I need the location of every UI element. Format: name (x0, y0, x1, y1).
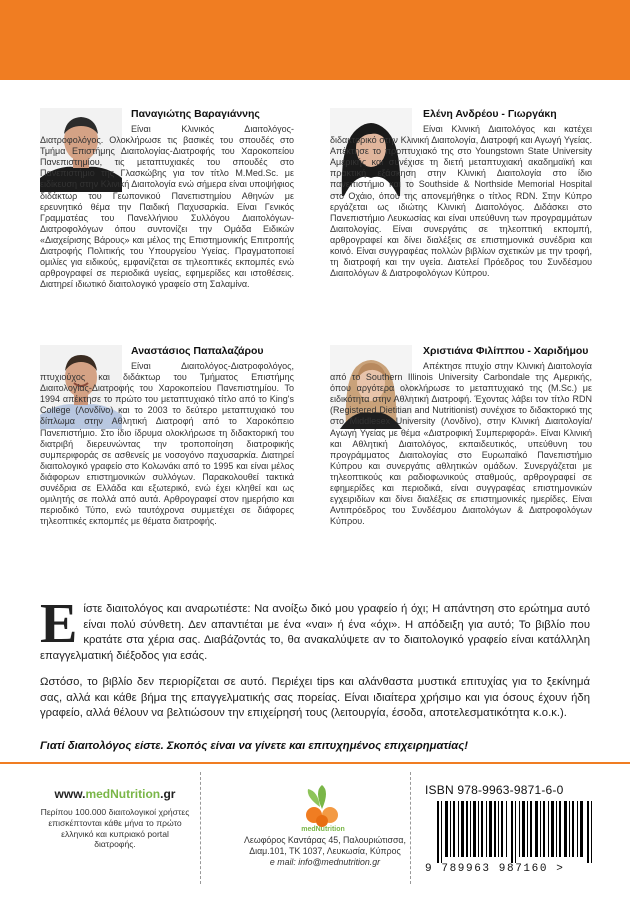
barcode-icon (437, 801, 597, 863)
footer-separator-left (200, 772, 201, 884)
publisher-address (205, 835, 445, 869)
author-bio: Είναι Κλινική Διαιτολόγος και κατέχει διδακτορικό στην Κλινική Διαιτολογία, Διατροφή και Αγωγή Υγείας. Απέκτησε το προπτυχιακό της στο Youngstown State University Αμερικής και συνέχισε τη διετή μεταπτυχιακή ακαδημαϊκή και πρακτική εξάσκηση στην Κλινική Διαιτολογία στο ίδιο πανεπιστήμιο και το Southside & Northside Memorial Hospital στο Οχάιο, όπου της απονεμήθηκε ο τίτλος RDN. Στην Κύπρο εργάζεται ως ιδιώτης Κλινική Διαιτολόγος. Διδάσκει στο Πανεπιστήμιο Λευκωσίας και είναι υπεύθυνη των προγραμμάτων Διαιτολογίας. Είναι συνεργάτις σε τηλεοπτική εκπομπή, αρθρογραφεί και δίνει διαλέξεις σε επιστημονικά συνέδρια και κοινό. Είναι συγγραφέας πολλών βιβλίων σχετικών με την τροφή, τη διατροφή και την υγεία. Διατελεί Πρόεδρος του Συνδέσμου Διαιτολόγων & Διατροφολόγων Κύπρου. (330, 124, 592, 279)
site-prefix: www. (54, 787, 86, 801)
drop-cap: Ε (40, 593, 78, 655)
address-line: Λεωφόρος Καντάρας 45, Παλουριώτισσα, (244, 835, 406, 845)
isbn-barcode-digits: 9 789963 987160 > (425, 863, 565, 875)
isbn-label: ISBN 978-9963-9871-6-0 (425, 783, 564, 797)
website-note: Περίπου 100.000 διαιτολογικοί χρήστες επισκέπτονται κάθε μήνα το πρώτο ελληνικό και κυπριακό portal διατροφής. (40, 807, 190, 850)
site-suffix: .gr (160, 787, 176, 801)
website-link[interactable] (40, 787, 190, 801)
intro-text-1: ίστε διαιτολόγος και αναρωτιέστε: Να ανοίξω δικό μου γραφείο ή όχι; Η απάντηση στο ερώτημα αυτό είναι πολύ σύνθετη. Δεν απαντιέται με ένα «ναι» ή ένα «όχι». Η απόδειξη για αυτό; Το βιβλίο που κρατάτε στα χέρια σας. Διαβάζοντάς το, θα ανακαλύψετε αν το διαιτολογικό γραφείο είναι κατάλληλη επαγγελματική διέξοδος για εσάς. (40, 603, 590, 662)
author-name: Χριστιάνα Φιλίππου - Χαριδήμου (423, 345, 589, 357)
intro-paragraph-2: Ωστόσο, το βιβλίο δεν περιορίζεται σε αυτό. Περιέχει tips και αλάνθαστα μυστικά επιτυχίας για το ξεκίνημά σας, αλλά και κάθε βήμα της επαγγελματικής σας πορείας. Είναι ιδιαίτερα χρήσιμο και για όσους έχουν ήδη γραφείο, αλλά θέλουν να βελτιώσουν την επιχείρησή τους (λειτουργία, έσοδα, αποτελεσματικότητα κ.ο.κ.). (40, 676, 590, 719)
site-brand: medNutrition (85, 787, 161, 801)
address-line: Διαμ.101, ΤΚ 1037, Λευκωσία, Κύπρος (249, 846, 401, 857)
author-bio: Είναι Διαιτολόγος-Διατροφολόγος, πτυχιούχος και διδάκτωρ του Τμήματος Επιστήμης Διαιτολογίας-Διατροφής του Χαροκοπείου Πανεπιστημίου. Το 1994 απέκτησε το πρώτο του μεταπτυχιακό τίτλο από το King's College (Λονδίνο) και το 2003 το δεύτερο μεταπτυχιακό του δίπλωμα στην Αθλητική Διατροφή από το Χαροκόπειο Πανεπιστήμιο. Στο ίδιο ίδρυμα ολοκλήρωσε τη διδακτορική του διατριβή διερευνώντας την τροποποίηση διατροφικής συμπεριφοράς σε ασθενείς με νοσογόνο παχυσαρκία. Διατηρεί διαιτολογικό γραφείο στο Κολωνάκι από το 1995 και είναι μέλος διάφορων επιστημονικών συλλόγων. Παρακολουθεί τακτικά συνέδρια σε Ελλάδα και εξωτερικό, ενώ έχει κληθεί και ως ομιλητής σε πολλά από αυτά. Αρθρογραφεί στον ημερήσιο και περιοδικό Τύπο, ενώ ταυτόχρονα συμμετέχει σε διάφορες τηλεοπτικές εκπομπές με θέματα διατροφής. (40, 361, 294, 527)
logo-wordmark: medNutrition (301, 826, 345, 833)
tagline: Γιατί διαιτολόγος είστε. Σκοπός είναι να γίνετε και επιτυχημένος επιχειρηματίας! (40, 740, 469, 752)
mednutrition-logo-icon (292, 783, 352, 831)
author-name: Ελένη Ανδρέου - Γιωργάκη (423, 108, 557, 120)
footer-divider (0, 762, 630, 764)
author-bio: Απέκτησε πτυχίο στην Κλινική Διαιτολογία από το Southern Illinois University Carbondale της Αμερικής, όπου αργότερα ολοκλήρωσε το μεταπτυχιακό της (M.Sc.) με ειδικότητα στην Αθλητική Διατροφή. Έχοντας λάβει τον τίτλο RDN (Registered Dietitian and Nutritionist) συνέχισε το διδακτορικό της στο Middlesex University (Λονδίνο), στην Κλινική Διαιτολογία/ Αγωγή Υγείας με θέμα «Διατροφική Συμπεριφορά». Είναι Κλινική και Αθλητική Διαιτολόγος, εκπαιδευτικός, υπεύθυνη του προγράμματος Διαιτολογίας στο Ευρωπαϊκό Πανεπιστήμιο Κύπρου και συνεργάτις αθλητικών ομάδων. Συνεργάζεται με τηλεοπτικούς και ραδιοφωνικούς σταθμούς, αρθρογραφεί σε εφημερίδες και περιοδικά, είναι συγγραφέας επιστημονικών εγχειριδίων και δίνει διαλέξεις σε επιστημονικές ημερίδες. Είναι Αντιπρόεδρος του Συνδέσμου Διαιτολόγων & Διατροφολόγων Κύπρου. (330, 361, 592, 527)
author-bio: Είναι Κλινικός Διαιτολόγος-Διατροφολόγος. Ολοκλήρωσε τις βασικές του σπουδές στο Τμήμα Επιστήμης Διαιτολογίας-Διατροφής του Χαροκοπείου Πανεπιστημίου, τις μεταπτυχιακές του σπουδές στο Πανεπιστήμιο της Γλασκώβης για τον τίτλο M.Med.Sc. με ειδίκευση στην Κλινική Διαιτολογία ενώ σήμερα είναι υποψήφιος διδάκτωρ του Γεωπονικού Πανεπιστημίου Αθηνών με ερευνητικό θέμα την Παιδική Παχυσαρκία. Είναι Γενικός Γραμματέας του Πανελλήνιου Συλλόγου Διαιτολόγων-Διατροφολόγων όπου συντονίζει την Ομάδα Ειδικών «Διαχείρισης Βάρους» και μέλος της Επιστημονικής Επιτροπής Διατροφής Πολιτικής του Υπουργείου Υγείας. Πραγματοποιεί ομιλίες για ειδικούς, εμφανίζεται σε τηλεοπτικές εκπομπές ενώ αρθρογραφεί σε περιοδικά υγείας, εφημερίδες και ιστοθέσεις. Διατηρεί ιδιωτικό διαιτολογικό γραφείο στη Σαλαμίνα. (40, 124, 294, 290)
intro-paragraph-1 (40, 593, 590, 664)
isbn-block (425, 783, 600, 878)
address-email[interactable]: e mail: info@mednutrition.gr (269, 857, 381, 868)
author-name: Παναγιώτης Βαραγιάννης (131, 108, 260, 120)
author-name: Αναστάσιος Παπαλαζάρου (131, 345, 264, 357)
top-accent-band (0, 0, 630, 80)
